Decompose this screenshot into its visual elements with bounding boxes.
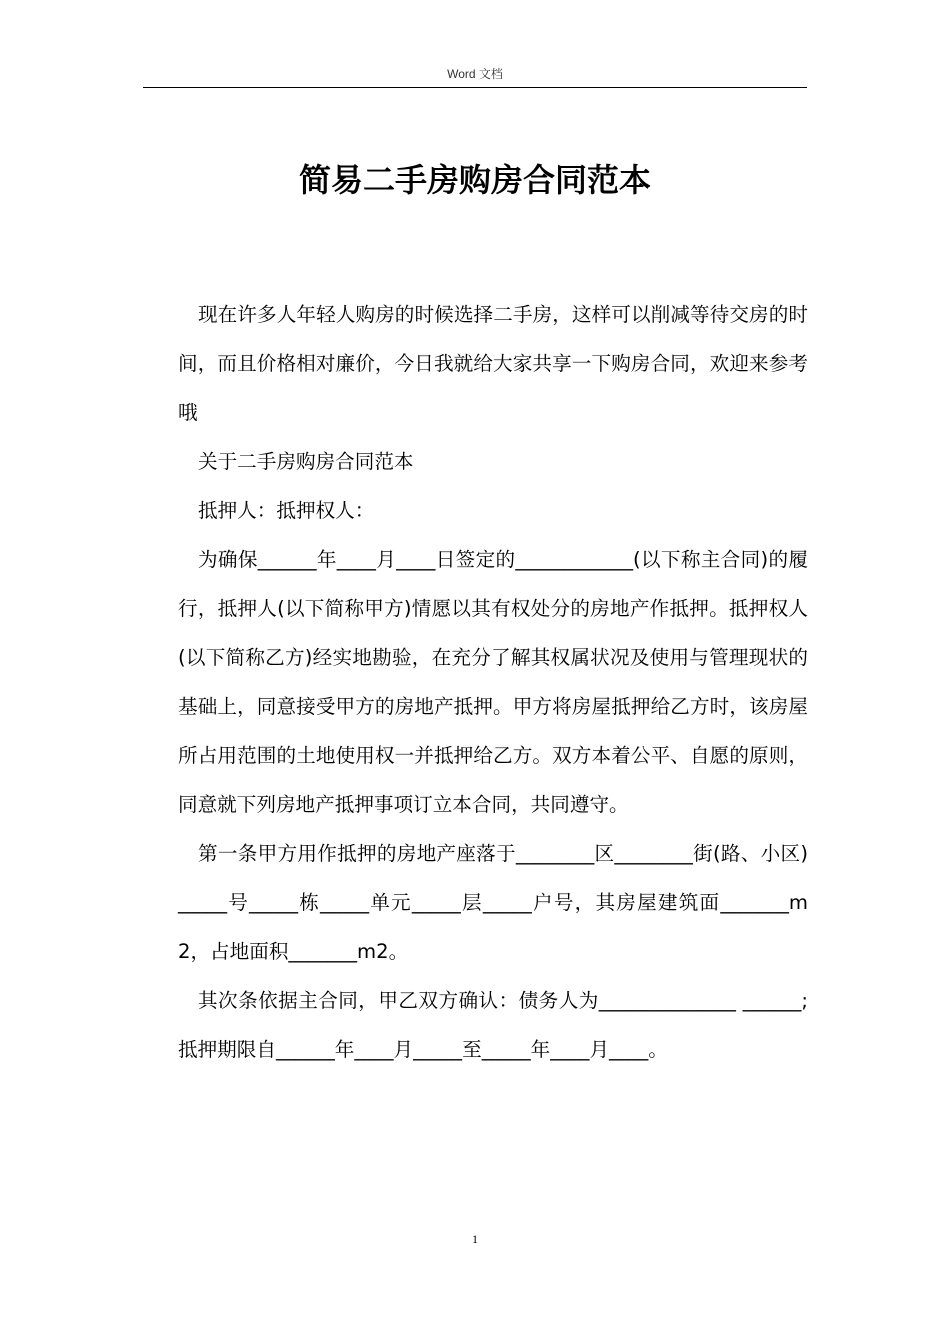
paragraph-parties: 抵押人：抵押权人：	[198, 499, 375, 522]
paragraph-preamble: 为确保______年____月____日签定的____________(以下称主合同)的履行，抵押人(以下简称甲方)情愿以其有权处分的房地产作抵押。抵押权人(以下简称乙方)经实地勘验，在充分了解其权属状况及使用与管理现状的基础上，同意接受甲方的房地产抵押。甲方将房屋抵押给乙方时，该房屋所占用范围的土地使用权一并抵押给乙方。双方本着公平、自愿的原则，同意就下列房地产抵押事项订立本合同，共同遵守。	[178, 548, 808, 816]
page-header: Word 文档	[447, 67, 503, 81]
paragraph-article-2: 其次条依据主合同，甲乙双方确认：债务人为______________ ______;抵押期限自______年____月_____至_____年____月____。	[178, 989, 808, 1061]
paragraph-article-1: 第一条甲方用作抵押的房地产座落于________区________街(路、小区)_____号_____栋_____单元_____层_____户号，其房屋建筑面_______m2，占地面积_______m2。	[178, 842, 808, 963]
document-body	[178, 290, 808, 1074]
page-number: 1	[472, 1232, 478, 1246]
document-title: 简易二手房购房合同范本	[298, 161, 651, 199]
paragraph-heading: 关于二手房购房合同范本	[198, 450, 414, 473]
paragraph-intro: 现在许多人年轻人购房的时候选择二手房，这样可以削减等待交房的时间，而且价格相对廉价，今日我就给大家共享一下购房合同，欢迎来参考哦	[178, 303, 808, 424]
header-divider	[143, 87, 807, 88]
